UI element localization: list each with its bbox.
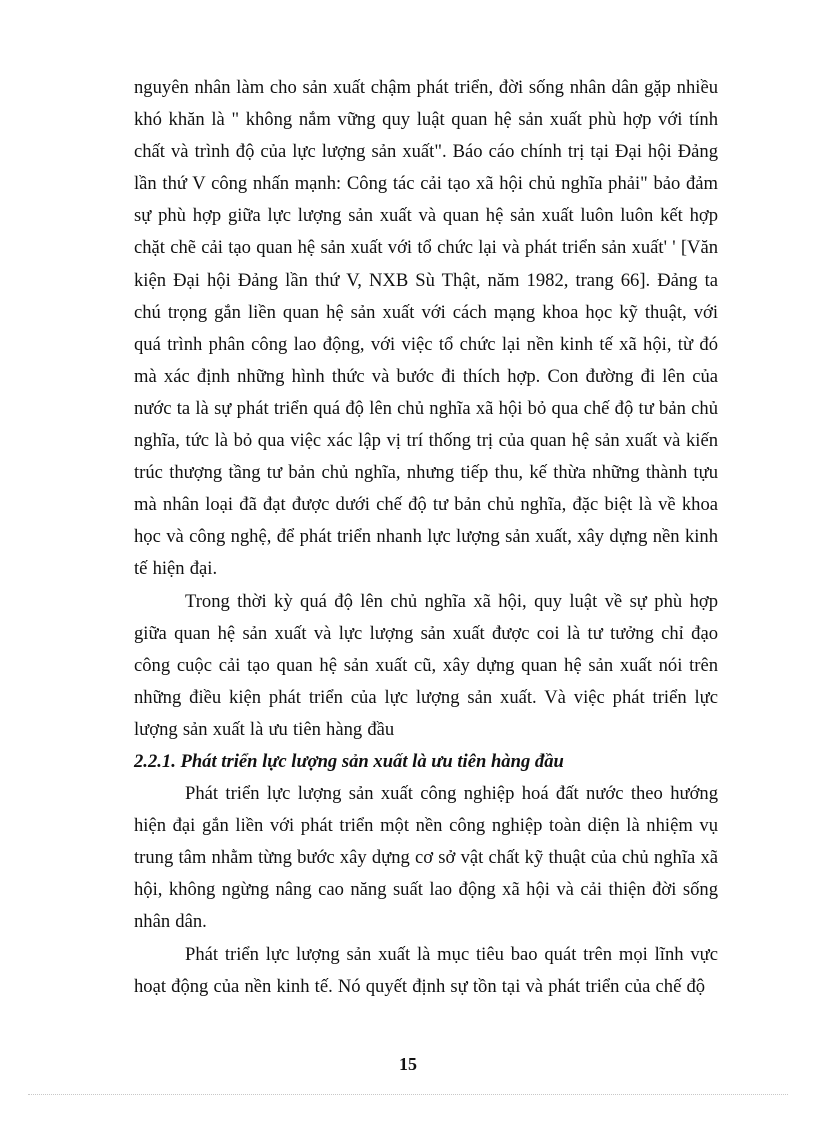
footer-divider — [28, 1094, 788, 1095]
paragraph-overall-goal: Phát triển lực lượng sản xuất là mục tiêu bao quát trên mọi lĩnh vực hoạt động của nền kinh tế. Nó quyết định sự tồn tại và phát triển của chế độ — [134, 943, 718, 997]
page-number: 15 — [399, 1054, 417, 1074]
section-heading: 2.2.1. Phát triển lực lượng sản xuất là ưu tiên hàng đầu — [134, 750, 564, 772]
page-body — [134, 72, 718, 1003]
paragraph-continued: nguyên nhân làm cho sản xuất chậm phát triển, đời sống nhân dân gặp nhiều khó khăn là " không nắm vững quy luật quan hệ sản xuất phù hợp với tính chất và trình độ của lực lượng sản xuất". Báo cáo chính trị tại Đại hội Đảng lần thứ V công nhấn mạnh: Công tác cải tạo xã hội chủ nghĩa phải" bảo đảm sự phù hợp giữa lực lượng sản xuất và quan hệ sản xuất luôn luôn kết hợp chặt chẽ cải tạo quan hệ sản xuất với tổ chức lại và phát triển sản xuất' ' [Văn kiện Đại hội Đảng lần thứ V, NXB Sù Thật, năm 1982, trang 66]. Đảng ta chú trọng gắn liền quan hệ sản xuất với cách mạng khoa học kỹ thuật, với quá trình phân công lao động, với việc tổ chức lại nền kinh tế xã hội, từ đó mà xác định những hình thức và bước đi thích hợp. Con đường đi lên của nước ta là sự phát triển quá độ lên chủ nghĩa xã hội bỏ qua chế độ tư bản chủ nghĩa, tức là bỏ qua việc xác lập vị trí thống trị của quan hệ sản xuất và kiến trúc thượng tầng tư bản chủ nghĩa, nhưng tiếp thu, kế thừa những thành tựu mà nhân loại đã đạt được dưới chế độ tư bản chủ nghĩa, đặc biệt là về khoa học và công nghệ, để phát triển nhanh lực lượng sản xuất, xây dựng nền kinh tế hiện đại. — [134, 77, 718, 580]
paragraph-transition-period: Trong thời kỳ quá độ lên chủ nghĩa xã hội, quy luật về sự phù hợp giữa quan hệ sản xuất và lực lượng sản xuất được coi là tư tưởng chỉ đạo công cuộc cải tạo quan hệ sản xuất cũ, xây dựng quan hệ sản xuất nói trên những điều kiện phát triển của lực lượng sản xuất. Và việc phát triển lực lượng sản xuất là ưu tiên hàng đầu — [134, 590, 718, 740]
paragraph-industrialization: Phát triển lực lượng sản xuất công nghiệp hoá đất nước theo hướng hiện đại gắn liền với phát triển một nền công nghiệp toàn diện là nhiệm vụ trung tâm nhằm từng bước xây dựng cơ sở vật chất kỹ thuật của chủ nghĩa xã hội, không ngừng nâng cao năng suất lao động xã hội và cải thiện đời sống nhân dân. — [134, 783, 718, 933]
